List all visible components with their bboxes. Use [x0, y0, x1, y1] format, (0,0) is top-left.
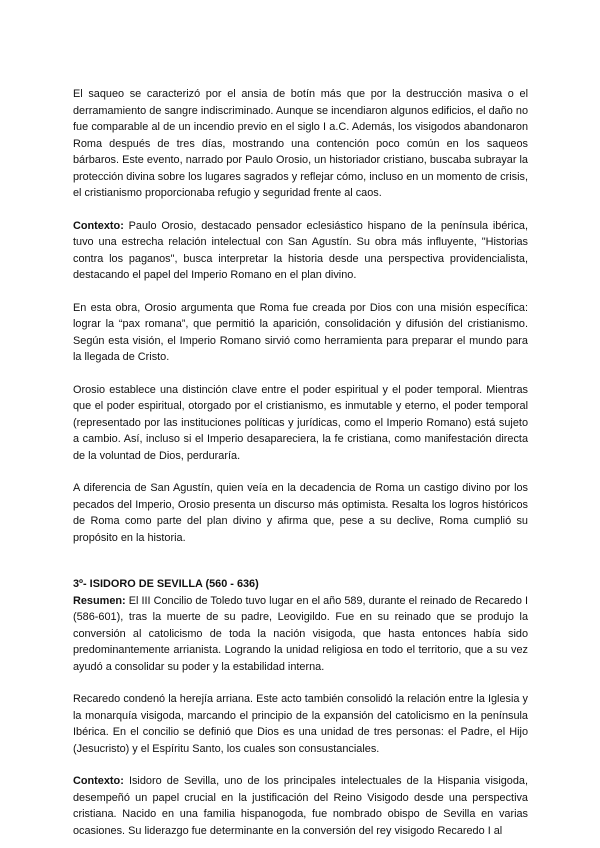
paragraph-saqueo: [73, 86, 528, 202]
paragraph-text: El III Concilio de Toledo tuvo lugar en el año 589, durante el reinado de Recaredo I (586-601), tras la muerte de su padre, Leovigildo. Fue en su reinado que se produjo la conversión al catolicismo de toda la nación visigoda, que hasta entonces había sido predominantemente arrianista. Logrando la unidad religiosa en todo el territorio, que a su vez ayudó a consolidar su poder y la estabilidad interna.: [73, 594, 528, 673]
paragraph-diferencia-agustin: [73, 480, 528, 546]
paragraph-text: En esta obra, Orosio argumenta que Roma fue creada por Dios con una misión específica: lograr la “pax romana”, que permitió la aparición, consolidación y difusión del cristianismo. Según esta visión, el Imperio Romano sirvió como herramienta para preparar el mundo para la llegada de Cristo.: [73, 301, 528, 363]
paragraph-lead-label: Contexto:: [73, 219, 124, 232]
section-heading: 3º- ISIDORO DE SEVILLA (560 - 636): [73, 578, 259, 590]
paragraph-resumen-concilio: [73, 593, 528, 676]
paragraph-contexto-isidoro: [73, 773, 528, 839]
paragraph-text: Recaredo condenó la herejía arriana. Este acto también consolidó la relación entre la Iglesia y la monarquía visigoda, marcando el principio de la expansión del catolicismo en la península Ibérica. En el concilio se definió que Dios es una unidad de tres personas: el Padre, el Hijo (Jesucristo) y el Espíritu Santo, los cuales son consustanciales.: [73, 693, 528, 755]
paragraph-text: El saqueo se caracterizó por el ansia de botín más que por la destrucción masiva o el derramamiento de sangre indiscriminado. Aunque se incendiaron algunos edificios, el daño no fue comparable al de un incendio previo en el siglo I a.C. Además, los visigodos abandonaron Roma después de tres días, mostrando una contención poco común en los saqueos bárbaros. Este evento, narrado por Paulo Orosio, un historiador cristiano, buscaba subrayar la protección divina sobre los lugares sagrados y reflejar cómo, incluso en un momento de crisis, el cristianismo proporcionaba refugio y seguridad frente al caos.: [73, 88, 528, 199]
paragraph-text: A diferencia de San Agustín, quien veía en la decadencia de Roma un castigo divino por los pecados del Imperio, Orosio presenta un discurso más optimista. Resalta los logros históricos de Roma como parte del plan divino y afirma que, pese a su declive, Roma cumplió su propósito en la historia.: [73, 482, 528, 544]
paragraph-lead-label: Resumen:: [73, 594, 126, 607]
paragraph-text: Paulo Orosio, destacado pensador eclesiástico hispano de la península ibérica, tuvo una estrecha relación intelectual con San Agustín. Su obra más influyente, "Historias contra los paganos", busca interpretar la historia desde una perspectiva providencialista, destacando el papel del Imperio Romano en el plan divino.: [73, 219, 528, 281]
paragraph-contexto-orosio: [73, 218, 528, 284]
paragraph-poder-espiritual: [73, 382, 528, 465]
paragraph-text: Orosio establece una distinción clave entre el poder espiritual y el poder temporal. Mientras que el poder espiritual, otorgado por el cristianismo, es inmutable y eterno, el poder temporal (representado por las instituciones políticas y jurídicas, como el Imperio Romano) está sujeto a cambio. Así, incluso si el Imperio desapareciera, la fe cristiana, como manifestación directa de la voluntad de Dios, perduraría.: [73, 383, 528, 462]
paragraph-lead-label: Contexto:: [73, 775, 124, 787]
section-spacer: [73, 562, 528, 576]
paragraph-mision-roma: [73, 300, 528, 366]
paragraph-recaredo: [73, 691, 528, 757]
paragraph-text: Isidoro de Sevilla, uno de los principales intelectuales de la Hispania visigoda, desempeñó un papel crucial en la justificación del Reino Visigodo desde una perspectiva cristiana. Nacido en una familia hispanogoda, fue nombrado obispo de Sevilla en varias ocasiones. Su liderazgo fue determinante en la conversión del rey visigodo Recaredo I al: [73, 775, 528, 837]
